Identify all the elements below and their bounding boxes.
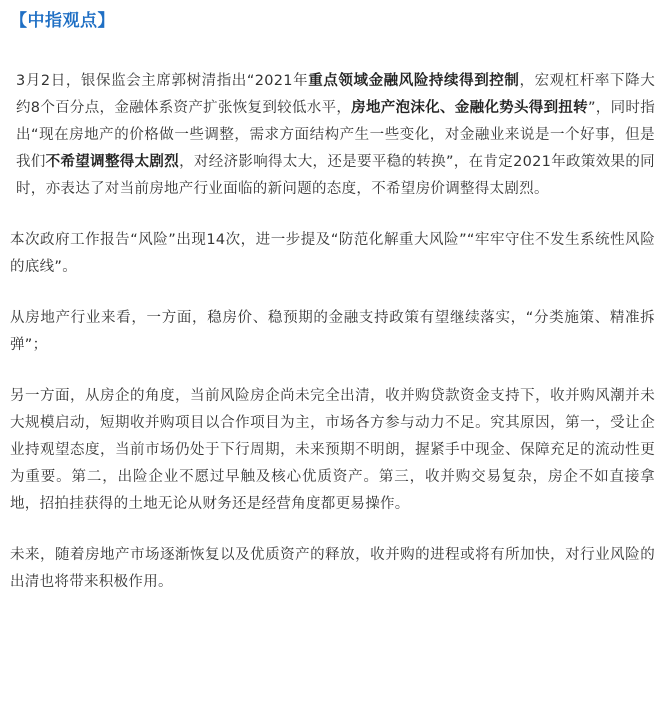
paragraph-text: 本次政府工作报告“风险”出现14次，进一步提及“防范化解重大风险”“牢牢守住不发生系统性风险的底线”。: [10, 232, 655, 275]
section-heading: 【中指观点】: [10, 11, 115, 31]
paragraph-text: 未来，随着房地产市场逐渐恢复以及优质资产的释放，收并购的进程或将有所加快，对行业风险的出清也将带来积极作用。: [10, 547, 655, 590]
paragraph-text: ”，同时指出“现在房地产的价格做一些调整，需求方面结构产生一些变化，对金融业来说是一个好事，但是我们: [16, 100, 656, 170]
paragraph-text: ，对经济影响得太大，还是要平稳的转换”，在肯定2021年政策效果的同时，亦表达了对当前房地产行业面临的新问题的态度，不希望房价调整得太剧烈。: [16, 154, 655, 197]
paragraph-1: [10, 68, 655, 203]
paragraph-text: 3月2日，银保监会主席郭树清指出“2021年: [16, 73, 309, 89]
paragraph-3: [10, 305, 655, 359]
bold-text: 房地产泡沫化、金融化势头得到扭转: [351, 100, 588, 116]
bold-text: 重点领域金融风险持续得到控制: [308, 73, 520, 89]
paragraph-text: 另一方面，从房企的角度，当前风险房企尚未完全出清，收并购贷款资金支持下，收并购风潮并未大规模启动，短期收并购项目以合作项目为主，市场各方参与动力不足。究其原因，第一，受让企业持观望态度，当前市场仍处于下行周期，未来预期不明朗，握紧手中现金、保障充足的流动性更为重要。第二，出险企业不愿过早触及核心优质资产。第三，收并购交易复杂，房企不如直接拿地，招拍挂获得的土地无论从财务还是经营角度都更易操作。: [10, 388, 655, 512]
bold-text: 不希望调整得太剧烈: [45, 154, 180, 170]
article: [10, 8, 655, 620]
paragraph-text: 从房地产行业来看，一方面，稳房价、稳预期的金融支持政策有望继续落实，“分类施策、精准拆弹”；: [10, 310, 655, 353]
paragraph-4: [10, 383, 655, 518]
paragraph-2: [10, 227, 655, 281]
paragraph-5: [10, 542, 655, 596]
paragraph-text: ，宏观杠杆率下降大约8个百分点，金融体系资产扩张恢复到较低水平，: [16, 73, 656, 116]
